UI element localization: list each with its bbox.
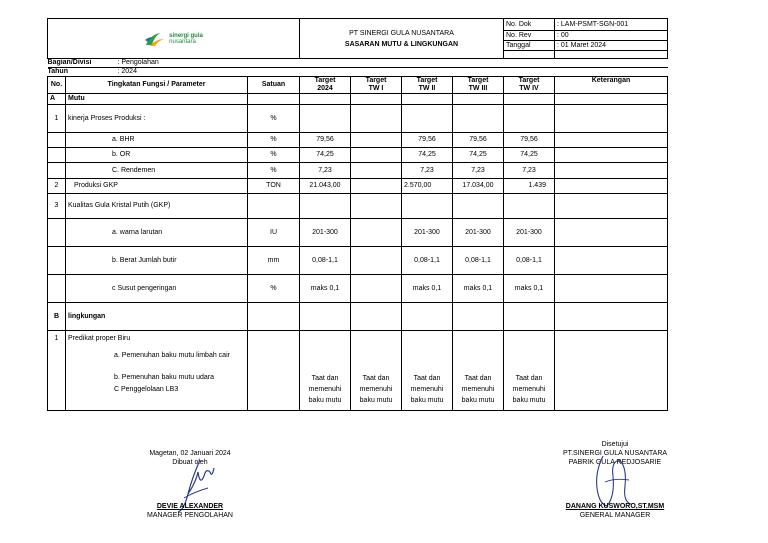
doc-title-cell bbox=[300, 19, 504, 59]
environment-params: Predikat proper Biru a. Pemenuhan baku mutu limbah cair b. Pemenuhan baku mutu udara C Penggelolaan LB3 bbox=[66, 331, 248, 411]
signer-name-right: DANANG KUSWORO,ST.MSM bbox=[565, 503, 665, 510]
col-no: No. bbox=[48, 77, 66, 94]
table-row: 2 Produksi GKP TON 21.043,00 2.570,00 17.034,00 1.439 bbox=[48, 179, 668, 194]
approved-label: Disetujui bbox=[601, 441, 629, 448]
year-row bbox=[48, 68, 668, 77]
table-row: a. warna larutan IU 201-300 201-300 201-300 201-300 bbox=[48, 219, 668, 247]
col-target-tw1: Target TW I bbox=[351, 77, 402, 94]
company-name: PT SINERGI GULA NUSANTARA bbox=[349, 29, 454, 37]
table-row: 1 kinerja Proses Produksi : % bbox=[48, 105, 668, 133]
table-row: 3 Kualitas Gula Kristal Putih (GKP) bbox=[48, 194, 668, 219]
made-by-label: Dibuat oleh bbox=[172, 459, 208, 466]
signature-right-name-block bbox=[555, 502, 675, 520]
document-title: SASARAN MUTU & LINGKUNGAN bbox=[344, 40, 459, 48]
taat-tw4: Taat dan memenuhi baku mutu bbox=[504, 331, 555, 411]
table-row: c Susut pengeringan % maks 0,1 maks 0,1 maks 0,1 maks 0,1 bbox=[48, 275, 668, 303]
col-target-2024: Target 2024 bbox=[300, 77, 351, 94]
table-row: a. BHR % 79,56 79,56 79,56 79,56 bbox=[48, 133, 668, 148]
division-label: Bagian/Divisi bbox=[47, 59, 92, 66]
logo-text-line2: nusantara bbox=[169, 38, 196, 45]
taat-2024: Taat dan memenuhi baku mutu bbox=[300, 331, 351, 411]
meta-value: : 00 bbox=[555, 31, 668, 41]
signer-name-left: DEVIE ALEXANDER bbox=[156, 503, 224, 510]
table-row: b. Berat Jumlah butir mm 0,08-1,1 0,08-1,1 0,08-1,1 0,08-1,1 bbox=[48, 247, 668, 275]
table-row: A Mutu bbox=[48, 94, 668, 105]
signature-left-name-block bbox=[125, 502, 255, 520]
logo-cell bbox=[48, 19, 300, 59]
quality-target-table bbox=[47, 18, 668, 411]
taat-tw2: Taat dan memenuhi baku mutu bbox=[402, 331, 453, 411]
col-target-tw4: Target TW IV bbox=[504, 77, 555, 94]
col-unit: Satuan bbox=[248, 77, 300, 94]
col-parameter: Tingkatan Fungsi / Parameter bbox=[66, 77, 248, 94]
signer-title-left: MANAGER PENGOLAHAN bbox=[147, 512, 233, 519]
signer-title-right: GENERAL MANAGER bbox=[579, 512, 651, 519]
place-date: Magetan, 02 Januari 2024 bbox=[149, 450, 231, 457]
taat-tw1: Taat dan memenuhi baku mutu bbox=[351, 331, 402, 411]
table-row: B lingkungan bbox=[48, 303, 668, 331]
year-label: Tahun bbox=[47, 68, 68, 75]
meta-label: Tanggal bbox=[504, 41, 555, 51]
table-row: 1 Predikat proper Biru a. Pemenuhan baku mutu limbah cair b. Pemenuhan baku mutu udara C Penggelolaan LB3 Taat dan memenuhi baku mutu Taat dan memenuhi baku mutu Taat dan memenuhi baku mutu Taat dan memenuhi baku mutu Taat dan memenuhi baku mutu bbox=[48, 331, 668, 411]
col-target-tw3: Target TW III bbox=[453, 77, 504, 94]
year-value: : 2024 bbox=[117, 68, 137, 75]
division-value: : Pengolahan bbox=[117, 59, 159, 66]
approver-factory: PABRIK GULA REDJOSARIE bbox=[568, 459, 662, 466]
logo-text-line1: sinergi gula bbox=[169, 32, 203, 39]
division-row bbox=[48, 59, 668, 68]
meta-label: No. Rev bbox=[504, 31, 555, 41]
taat-tw3: Taat dan memenuhi baku mutu bbox=[453, 331, 504, 411]
company-logo bbox=[50, 31, 297, 47]
meta-value: : LAM-PSMT-SGN-001 bbox=[555, 19, 668, 31]
table-row: b. OR % 74,25 74,25 74,25 74,25 bbox=[48, 148, 668, 163]
col-target-tw2: Target TW II bbox=[402, 77, 453, 94]
meta-label: No. Dok bbox=[504, 19, 555, 31]
col-remarks: Keterangan bbox=[555, 77, 668, 94]
logo-mark-icon bbox=[144, 31, 166, 47]
meta-value: : 01 Maret 2024 bbox=[555, 41, 668, 51]
table-row: C. Rendemen % 7,23 7,23 7,23 7,23 bbox=[48, 163, 668, 179]
approver-company: PT.SINERGI GULA NUSANTARA bbox=[562, 450, 668, 457]
